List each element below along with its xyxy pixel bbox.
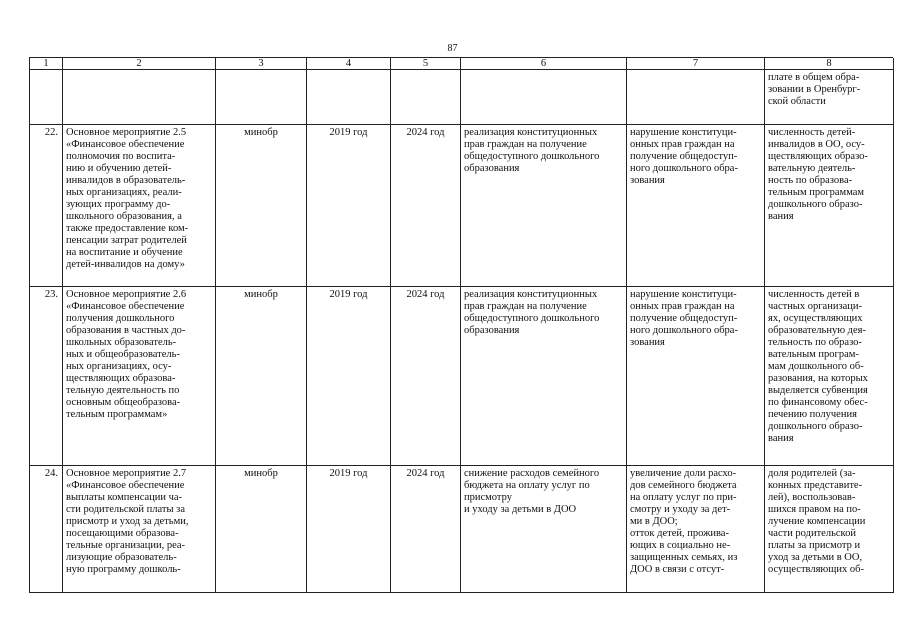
start-year-cell: 2019 год xyxy=(307,287,391,466)
column-header-1: 1 xyxy=(30,58,63,70)
column-header-4: 4 xyxy=(307,58,391,70)
end-year-cell: 2024 год xyxy=(391,287,461,466)
continuation-indicator-cell: плате в общем обра- зовании в Оренбург- ской области xyxy=(765,70,894,125)
indicator-cell: численность детей в частных организаци- ях, осуществляющих образовательную дея- тельность по образо- вательным програм- мам дошкольного об- разования, на которых выделяется субвенция по финансовому обес- печению получения дошкольного образо- вания xyxy=(765,287,894,466)
continuation-cell-4 xyxy=(307,70,391,125)
indicator-cell: доля родителей (за- конных представите- лей), воспользовав- шихся правом на по- лучение компенсации части родительской платы за присмотр и уход за детьми в ОО, осуществляющих об- xyxy=(765,466,894,593)
continuation-cell-1 xyxy=(30,70,63,125)
continuation-cell-6 xyxy=(461,70,627,125)
executor-cell: минобр xyxy=(216,287,307,466)
continuation-cell-2 xyxy=(63,70,216,125)
consequence-cell: нарушение конституци- онных прав граждан на получение общедоступ- ного дошкольного обра- зования xyxy=(627,287,765,466)
column-header-6: 6 xyxy=(461,58,627,70)
end-year-cell: 2024 год xyxy=(391,466,461,593)
start-year-cell: 2019 год xyxy=(307,125,391,287)
continuation-cell-5 xyxy=(391,70,461,125)
column-header-2: 2 xyxy=(63,58,216,70)
consequence-cell: нарушение конституци- онных прав граждан на получение общедоступ- ного дошкольного обра- зования xyxy=(627,125,765,287)
continuation-cell-3 xyxy=(216,70,307,125)
column-header-3: 3 xyxy=(216,58,307,70)
row-number-cell: 22. xyxy=(30,125,63,287)
executor-cell: минобр xyxy=(216,125,307,287)
column-header-8: 8 xyxy=(765,58,894,70)
row-number-cell: 23. xyxy=(30,287,63,466)
result-cell: реализация конституционных прав граждан на получение общедоступного дошкольного образования xyxy=(461,287,627,466)
result-cell: снижение расходов семейного бюджета на оплату услуг по присмотру и уходу за детьми в ДОО xyxy=(461,466,627,593)
consequence-cell: увеличение доли расхо- дов семейного бюджета на оплату услуг по при- смотру и уходу за дет- ми в ДОО; отток детей, прожива- ющих в социально не- защищенных семьях, из ДОО в связи с отсут- xyxy=(627,466,765,593)
executor-cell: минобр xyxy=(216,466,307,593)
indicator-cell: численность детей- инвалидов в ОО, осу- ществляющих образо- вательную деятель- ность по образова- тельным программам дошкольного образо- вания xyxy=(765,125,894,287)
event-cell: Основное мероприятие 2.5 «Финансовое обеспечение полномочия по воспита- нию и обучению детей- инвалидов в образователь- ных организациях, реали- зующих программу до- школьного образования, а также предоставление ком- пенсации затрат родителей на воспитание и обучение детей-инвалидов на дому» xyxy=(63,125,216,287)
result-cell: реализация конституционных прав граждан на получение общедоступного дошкольного образования xyxy=(461,125,627,287)
column-header-5: 5 xyxy=(391,58,461,70)
continuation-cell-7 xyxy=(627,70,765,125)
event-cell: Основное мероприятие 2.7 «Финансовое обеспечение выплаты компенсации ча- сти родительской платы за присмотр и уход за детьми, посещающими образова- тельные организации, реа- лизующие образователь- ную программу дошколь- xyxy=(63,466,216,593)
row-number-cell: 24. xyxy=(30,466,63,593)
column-header-7: 7 xyxy=(627,58,765,70)
end-year-cell: 2024 год xyxy=(391,125,461,287)
event-cell: Основное мероприятие 2.6 «Финансовое обеспечение получения дошкольного образования в частных до- школьных образователь- ных и общеобразователь- ных организациях, осу- ществляющих образова- тельную деятельность по основным общеобразова- тельным программам» xyxy=(63,287,216,466)
start-year-cell: 2019 год xyxy=(307,466,391,593)
data-table xyxy=(29,57,893,593)
page-number: 87 xyxy=(447,43,458,54)
